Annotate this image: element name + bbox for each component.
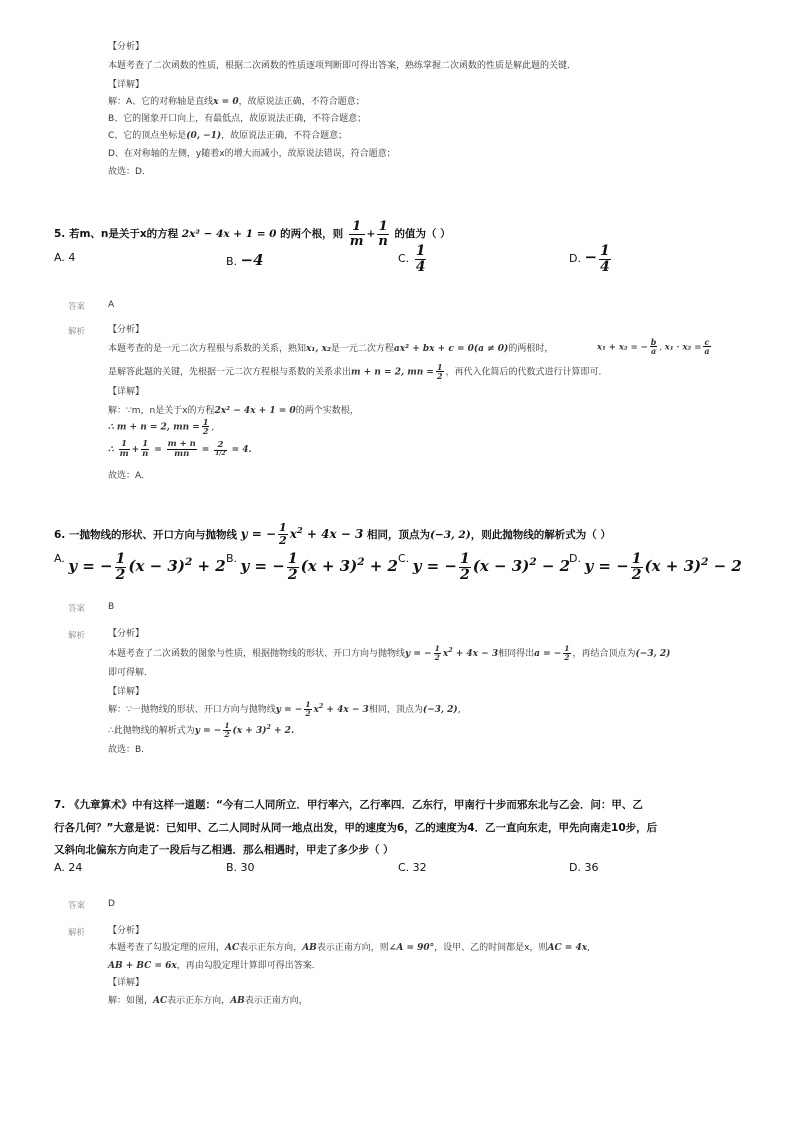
analysis-label: 解析: [68, 327, 86, 337]
math: +: [131, 444, 140, 455]
math-vertex: (−3, 2): [422, 704, 458, 715]
xiangjie-heading: 【详解】: [108, 687, 145, 697]
math: 2x² − 4x + 1 = 0: [214, 406, 296, 416]
text: 相同，顶点为: [368, 704, 423, 715]
math: AB: [302, 943, 317, 953]
math: AC: [225, 943, 240, 953]
text: 的两个根，则: [280, 228, 344, 241]
text: 的两根时，: [508, 344, 554, 354]
option-b: B. 30: [226, 861, 255, 874]
option-c: [398, 244, 428, 274]
fraction-1-over-m: $\frac{1}{m}$: [349, 219, 364, 249]
math: =: [154, 444, 162, 455]
answer-label: 答案: [68, 604, 86, 614]
separator: ,: [211, 422, 215, 433]
option-d: D. 36: [569, 861, 599, 874]
answer-value: D: [108, 899, 115, 909]
fenxi-heading: 【分析】: [108, 926, 145, 936]
text: 本题考查了勾股定理的应用，: [108, 943, 226, 953]
text: 6. 一抛物线的形状、开口方向与抛物线: [54, 529, 237, 541]
separator: ,: [659, 342, 663, 353]
text: 是解答此题的关键，先根据一元二次方程根与系数的关系求出: [108, 367, 352, 378]
analysis-label: 解析: [68, 928, 86, 938]
math: = 4.: [231, 444, 252, 455]
analysis-line-1: [108, 942, 590, 954]
solution-line-d: D、在对称轴的左侧，y随着x的增大而减小，故原说法错误，符合题意；: [108, 149, 396, 159]
option-d: [569, 552, 742, 582]
text: C、它的顶点坐标是: [108, 131, 187, 141]
text: 相同得出: [498, 648, 535, 659]
text: 本题考查了二次函数的图象与性质，根据抛物线的形状、开口方向与抛物线: [108, 648, 406, 659]
question-stem: [54, 521, 611, 548]
fraction-1-over-4: $\frac{1}{4}$: [600, 243, 610, 275]
text: ，设甲、乙的时间都是x，则: [434, 943, 548, 953]
option-b: [226, 552, 398, 582]
question-stem: [54, 220, 451, 248]
math: =: [201, 444, 210, 455]
math: ∴ m + n = 2, mn =: [108, 422, 200, 433]
text: 解：∵一抛物线的形状、开口方向与抛物线: [108, 704, 276, 715]
xiangjie-heading: 【详解】: [108, 80, 145, 90]
math-equation: 2x² − 4x + 1 = 0: [181, 228, 277, 241]
answer-value: B: [108, 602, 115, 612]
fenxi-heading: 【分析】: [108, 325, 145, 335]
option-a: A. 24: [54, 861, 83, 874]
math: y = − $\frac{1}{2}$ $(x + 3)^2 - 2$: [584, 551, 742, 583]
text: ∴此抛物线的解析式为: [108, 725, 195, 736]
option-label: A.: [54, 552, 65, 565]
solution-line-1: [108, 701, 461, 718]
solution-line-2: [108, 418, 214, 436]
math: AC = 4x: [547, 943, 588, 953]
option-label: B.: [226, 552, 238, 565]
text: ，再代入化简后的代数式进行计算即可．: [445, 367, 608, 378]
text: 5. 若m、n是关于x的方程: [54, 228, 179, 241]
option-a: [54, 552, 226, 582]
text: 解：如图，: [108, 996, 154, 1006]
option-c: [398, 552, 570, 582]
analysis-line-2: 即可得解．: [108, 668, 154, 678]
text: ，故原说法正确，不符合题意；: [221, 131, 348, 141]
math: m + n = 2, mn =: [351, 367, 434, 378]
answer-label: 答案: [68, 901, 86, 911]
fenxi-heading: 【分析】: [108, 42, 145, 52]
fraction-c-over-a: $\frac{c}{a}$: [704, 337, 710, 357]
fraction-b-over-a: $\frac{b}{a}$: [650, 337, 657, 357]
answer-label: 答案: [68, 302, 86, 312]
math: y = − $\frac{1}{2}$ $(x + 3)^2 + 2$: [240, 551, 398, 583]
question-stem-line-3: 又斜向北偏东方向走了一段后与乙相遇．那么相遇时，甲走了多少步（ ）: [54, 844, 394, 856]
text: 解：A、它的对称轴是直线: [108, 97, 214, 107]
math: +: [366, 228, 376, 241]
math: −: [584, 248, 598, 267]
option-label: C.: [398, 252, 410, 266]
separator: ,: [457, 704, 461, 715]
math: ∴: [108, 444, 114, 455]
text: 解：∵m，n是关于x的方程: [108, 406, 215, 416]
math: y = − $\frac{1}{2}$ $x^2 + 4x - 3$: [405, 644, 499, 662]
fraction-2-over-half: $\frac{2}{1/2}$: [215, 440, 226, 458]
option-c: C. 32: [398, 861, 427, 874]
text: 的值为（ ）: [394, 228, 451, 241]
math-vertex: (−3, 2): [635, 648, 671, 659]
answer-value: A: [108, 300, 115, 310]
text: 本题考查的是一元二次方程根与系数的关系，熟知: [108, 344, 307, 354]
text: 表示正南方向，则: [316, 943, 389, 953]
analysis-line-1: [108, 645, 670, 662]
math: y = − $\frac{1}{2}$ $(x - 3)^2 + 2$: [68, 551, 226, 583]
text: ，则此抛物线的解析式为（ ）: [470, 529, 611, 541]
math: AB + BC = 6x: [108, 961, 177, 971]
math: (0, −1): [186, 131, 222, 141]
solution-line-b: B、它的图象开口向上，有最低点，故原说法正确，不符合题意；: [108, 114, 367, 124]
option-label: D.: [569, 552, 581, 565]
math: a = − $\frac{1}{2}$: [534, 644, 570, 662]
fraction-1-over-n: $\frac{1}{n}$: [378, 219, 388, 249]
math: y = − $\frac{1}{2}$ $x^2 + 4x - 3$: [275, 700, 369, 718]
choose-line: 故选：A．: [108, 471, 151, 481]
fraction-1-over-2: $\frac{1}{2}$: [436, 362, 443, 382]
vieta-formulas: [597, 338, 713, 356]
text: 相同，顶点为: [367, 529, 431, 541]
analysis-label: 解析: [68, 631, 86, 641]
fraction-m-plus-n-over-mn: $\frac{m + n}{mn}$: [167, 439, 196, 459]
math-parabola: y = − $\frac{1}{2}$ $x^2 + 4x - 3$: [240, 521, 364, 547]
math: AC: [153, 996, 168, 1006]
solution-line-a: [108, 96, 365, 108]
analysis-text: 本题考查了二次函数的性质，根据二次函数的性质逐项判断即可得出答案，熟练掌握二次函数的性质是解此题的关键．: [108, 61, 577, 71]
solution-line-1: [108, 405, 359, 417]
fraction-1-over-2: $\frac{1}{2}$: [202, 417, 209, 437]
solution-line-c: [108, 130, 347, 142]
math: ax² + bx + c = 0(a ≠ 0): [393, 344, 509, 354]
xiangjie-heading: 【详解】: [108, 978, 145, 988]
option-label: B.: [226, 255, 238, 268]
question-stem-line-1: 7. 《九章算术》中有这样一道题：“今有二人同所立．甲行率六，乙行率四．乙东行，甲南行十步而邪东北与乙会．问：甲、乙: [54, 799, 643, 811]
math: x = 0: [213, 97, 239, 107]
solution-line-1: [108, 995, 308, 1007]
text: 表示正南方向，: [244, 996, 308, 1006]
xiangjie-heading: 【详解】: [108, 387, 145, 397]
solution-line-2: [108, 722, 294, 739]
analysis-line-2: [108, 363, 608, 381]
text: ，故原说法正确，不符合题意；: [238, 97, 365, 107]
math: −4: [240, 251, 264, 269]
option-label: D.: [569, 252, 581, 266]
text: 的两个实数根，: [295, 406, 359, 416]
fenxi-heading: 【分析】: [108, 629, 145, 639]
separator: ,: [587, 943, 590, 953]
text: ，再由勾股定理计算即可得出答案．: [176, 961, 321, 971]
text: 表示正东方向，: [167, 996, 231, 1006]
math: x₁, x₂: [306, 344, 331, 354]
analysis-line-1: [108, 343, 553, 355]
analysis-line-2: [108, 960, 321, 972]
fraction-1-over-m: $\frac{1}{m}$: [119, 439, 129, 459]
option-b: [226, 251, 264, 269]
fraction-1-over-n: $\frac{1}{n}$: [142, 439, 149, 459]
math: y = − $\frac{1}{2}$ $(x + 3)^2 + 2$.: [194, 721, 295, 739]
choose-line: 故选：B．: [108, 745, 151, 755]
choose-line: 故选：D．: [108, 167, 151, 177]
solution-line-3: [108, 440, 252, 459]
option-d: [569, 244, 613, 274]
text: ，再结合顶点为: [572, 648, 636, 659]
fraction-1-over-4: $\frac{1}{4}$: [415, 243, 426, 275]
option-label: C.: [398, 552, 410, 565]
math-vertex: (−3, 2): [430, 529, 471, 541]
math: y = − $\frac{1}{2}$ $(x - 3)^2 - 2$: [412, 551, 571, 583]
text: 是一元二次方程: [330, 344, 394, 354]
math: AB: [230, 996, 245, 1006]
math: x₁ · x₂ =: [664, 342, 702, 353]
question-stem-line-2: 行各几何？”大意是说：已知甲、乙二人同时从同一地点出发，甲的速度为6，乙的速度为4．乙一直向东走，甲先向南走10步，后: [54, 822, 658, 834]
math: x₁ + x₂ = −: [597, 342, 648, 353]
math: ∠A = 90°: [388, 943, 435, 953]
option-a: A. 4: [54, 251, 76, 264]
text: 表示正东方向，: [239, 943, 303, 953]
